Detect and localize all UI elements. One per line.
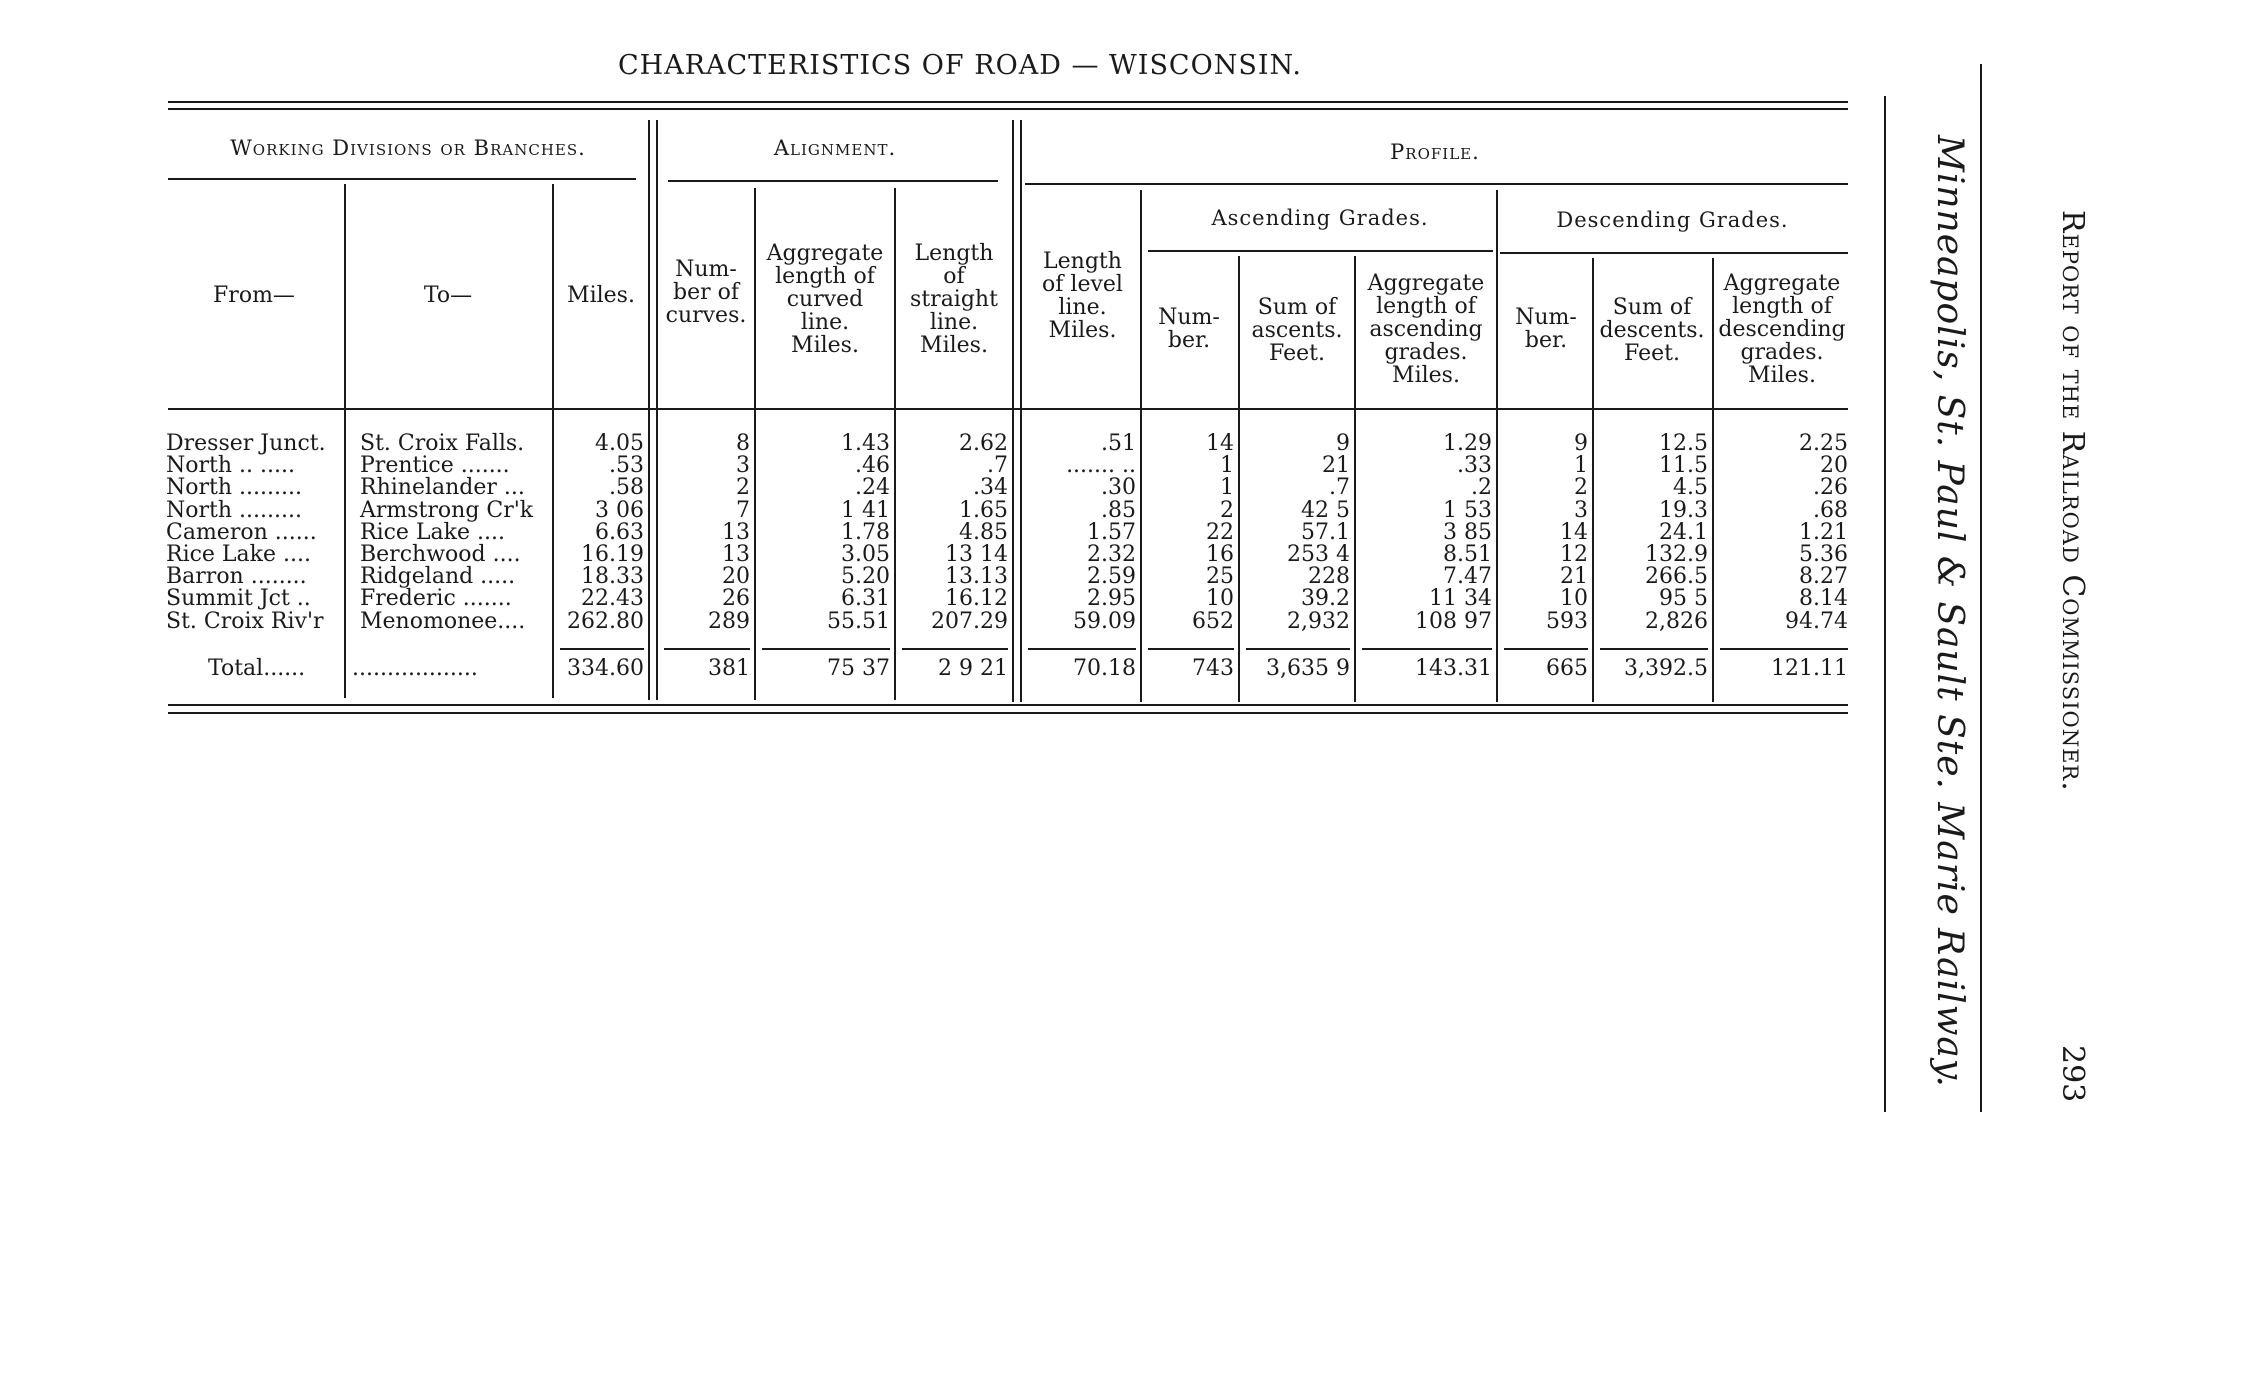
cell-to: Rhinelander ... bbox=[360, 475, 525, 501]
col-miles: Miles. bbox=[567, 283, 635, 308]
cell-asc-len: 7.47 bbox=[1443, 564, 1492, 590]
cell-asc-sum: .7 bbox=[1329, 475, 1350, 501]
column-separator bbox=[1712, 258, 1714, 702]
cell-desc-num: 593 bbox=[1546, 608, 1588, 634]
cell-from: Dresser Junct. bbox=[166, 431, 326, 456]
cell-from: Barron ........ bbox=[166, 564, 307, 590]
cell-to: St. Croix Falls. bbox=[360, 431, 525, 456]
cell-to: Menomonee.... bbox=[360, 608, 526, 634]
subgroup-underline bbox=[1500, 252, 1848, 254]
cell-miles: 3 06 bbox=[595, 497, 644, 523]
cell-curved: 3.05 bbox=[841, 542, 890, 567]
col-desc-sum: Sum of descents. Feet. bbox=[1599, 295, 1705, 366]
total-label: Total...... bbox=[208, 656, 306, 681]
cell-curves: 20 bbox=[722, 564, 750, 590]
cell-asc-sum: 228 bbox=[1308, 564, 1350, 590]
col-curved: Aggregate length of curved line. Miles. bbox=[766, 241, 884, 358]
group-alignment: Alignment. bbox=[773, 136, 897, 160]
cell-curved: 1.78 bbox=[841, 519, 890, 545]
cell-level: .85 bbox=[1101, 497, 1136, 523]
margin-rule bbox=[1980, 64, 1982, 1112]
header-rule bbox=[168, 408, 1848, 410]
cell-from: North ......... bbox=[166, 475, 302, 501]
cell-curves: 13 bbox=[722, 519, 750, 545]
total-asc-num: 743 bbox=[1192, 656, 1234, 681]
cell-curves: 26 bbox=[722, 586, 750, 612]
col-asc-sum: Sum of ascents. Feet. bbox=[1251, 295, 1343, 366]
column-separator bbox=[552, 184, 554, 698]
cell-curved: .24 bbox=[855, 475, 890, 501]
cell-miles: 18.33 bbox=[581, 564, 644, 590]
cell-desc-len: 8.27 bbox=[1799, 564, 1848, 590]
cell-to: Prentice ....... bbox=[360, 453, 510, 479]
cell-asc-len: 108 97 bbox=[1415, 608, 1492, 634]
cell-asc-sum: 57.1 bbox=[1301, 519, 1350, 545]
cell-asc-len: 1 53 bbox=[1443, 497, 1492, 523]
total-rule bbox=[1600, 648, 1708, 650]
col-to: To— bbox=[423, 283, 473, 308]
cell-level: ....... .. bbox=[1066, 453, 1136, 479]
total-to: .................. bbox=[352, 656, 478, 681]
cell-curved: 6.31 bbox=[841, 586, 890, 612]
total-straight: 2 9 21 bbox=[938, 656, 1008, 681]
cell-asc-num: 16 bbox=[1206, 542, 1234, 567]
page-number: 293 bbox=[2055, 1045, 2090, 1103]
cell-straight: 13.13 bbox=[945, 564, 1008, 590]
cell-asc-num: 2 bbox=[1220, 497, 1234, 523]
cell-asc-num: 10 bbox=[1206, 586, 1234, 612]
cell-asc-len: 8.51 bbox=[1443, 542, 1492, 567]
cell-level: 2.32 bbox=[1087, 542, 1136, 567]
cell-asc-sum: 42 5 bbox=[1301, 497, 1350, 523]
col-straight: Length of straight line. Miles. bbox=[910, 241, 998, 358]
total-rule bbox=[1504, 648, 1588, 650]
cell-curves: 2 bbox=[736, 475, 750, 501]
total-asc-len: 143.31 bbox=[1415, 656, 1492, 681]
cell-desc-len: 2.25 bbox=[1799, 431, 1848, 456]
cell-asc-sum: 2,932 bbox=[1287, 608, 1350, 634]
total-curves: 381 bbox=[708, 656, 750, 681]
cell-asc-sum: 21 bbox=[1322, 453, 1350, 479]
cell-desc-num: 3 bbox=[1574, 497, 1588, 523]
cell-asc-num: 652 bbox=[1192, 608, 1234, 634]
cell-level: 1.57 bbox=[1087, 519, 1136, 545]
cell-straight: .34 bbox=[973, 475, 1008, 501]
cell-curved: 1.43 bbox=[841, 431, 890, 456]
subgroup-underline bbox=[1148, 250, 1493, 252]
group-ascending: Ascending Grades. bbox=[1211, 206, 1429, 230]
margin-rule bbox=[1884, 96, 1886, 1112]
column-separator bbox=[1012, 120, 1014, 702]
cell-asc-len: 11 34 bbox=[1429, 586, 1492, 612]
cell-desc-sum: 132.9 bbox=[1645, 542, 1708, 567]
cell-straight: 4.85 bbox=[959, 519, 1008, 545]
report-title: Report of the Railroad Commissioner. bbox=[2055, 210, 2090, 792]
bottom-rule bbox=[168, 704, 1848, 706]
cell-desc-len: 94.74 bbox=[1785, 608, 1848, 634]
cell-desc-len: .68 bbox=[1813, 497, 1848, 523]
cell-to: Armstrong Cr'k bbox=[360, 497, 534, 523]
cell-asc-len: 3 85 bbox=[1443, 519, 1492, 545]
cell-level: 2.59 bbox=[1087, 564, 1136, 590]
total-rule bbox=[1028, 648, 1136, 650]
cell-curves: 3 bbox=[736, 453, 750, 479]
cell-desc-num: 12 bbox=[1560, 542, 1588, 567]
page-title: CHARACTERISTICS OF ROAD — WISCONSIN. bbox=[617, 50, 1302, 81]
cell-asc-len: 1.29 bbox=[1443, 431, 1492, 456]
cell-to: Rice Lake .... bbox=[360, 519, 505, 545]
total-rule bbox=[664, 648, 750, 650]
column-separator bbox=[1238, 256, 1240, 702]
total-asc-sum: 3,635 9 bbox=[1266, 656, 1350, 681]
cell-straight: 2.62 bbox=[959, 431, 1008, 456]
cell-desc-num: 14 bbox=[1560, 519, 1588, 545]
cell-miles: 6.63 bbox=[595, 519, 644, 545]
total-rule bbox=[1246, 648, 1350, 650]
top-rule bbox=[168, 108, 1848, 110]
total-desc-num: 665 bbox=[1546, 656, 1588, 681]
column-separator bbox=[648, 120, 650, 700]
cell-desc-len: 5.36 bbox=[1799, 542, 1848, 567]
cell-curves: 8 bbox=[736, 431, 750, 456]
cell-curved: .46 bbox=[855, 453, 890, 479]
column-separator bbox=[1354, 256, 1356, 702]
cell-miles: .53 bbox=[609, 453, 644, 479]
cell-asc-num: 1 bbox=[1220, 453, 1234, 479]
total-rule bbox=[1148, 648, 1234, 650]
cell-desc-len: .26 bbox=[1813, 475, 1848, 501]
group-divisions: Working Divisions or Branches. bbox=[230, 136, 586, 160]
cell-curves: 13 bbox=[722, 542, 750, 567]
cell-level: .30 bbox=[1101, 475, 1136, 501]
cell-asc-sum: 9 bbox=[1336, 431, 1350, 456]
cell-desc-sum: 19.3 bbox=[1659, 497, 1708, 523]
cell-curves: 7 bbox=[736, 497, 750, 523]
total-rule bbox=[762, 648, 890, 650]
total-rule bbox=[902, 648, 1008, 650]
cell-curved: 1 41 bbox=[841, 497, 890, 523]
col-asc-num: Num- ber. bbox=[1158, 305, 1220, 353]
cell-miles: 262.80 bbox=[567, 608, 644, 634]
cell-asc-sum: 253 4 bbox=[1287, 542, 1350, 567]
cell-asc-num: 22 bbox=[1206, 519, 1234, 545]
cell-asc-sum: 39.2 bbox=[1301, 586, 1350, 612]
cell-from: Cameron ...... bbox=[166, 519, 317, 545]
cell-straight: 13 14 bbox=[945, 542, 1008, 567]
cell-level: 2.95 bbox=[1087, 586, 1136, 612]
col-desc-len: Aggregate length of descending grades. Miles. bbox=[1718, 271, 1846, 388]
col-from: From— bbox=[213, 283, 295, 308]
cell-desc-num: 9 bbox=[1574, 431, 1588, 456]
total-desc-len: 121.11 bbox=[1771, 656, 1848, 681]
total-curved: 75 37 bbox=[827, 656, 890, 681]
cell-desc-len: 20 bbox=[1820, 453, 1848, 479]
cell-straight: 16.12 bbox=[945, 586, 1008, 612]
cell-desc-sum: 24.1 bbox=[1659, 519, 1708, 545]
column-separator bbox=[894, 188, 896, 700]
cell-desc-num: 10 bbox=[1560, 586, 1588, 612]
cell-curved: 55.51 bbox=[827, 608, 890, 634]
cell-desc-sum: 4.5 bbox=[1673, 475, 1708, 501]
cell-to: Frederic ....... bbox=[360, 586, 512, 612]
cell-from: Rice Lake .... bbox=[166, 542, 311, 567]
cell-from: St. Croix Riv'r bbox=[166, 608, 324, 634]
group-underline bbox=[668, 180, 998, 182]
column-separator bbox=[656, 120, 658, 700]
cell-level: .51 bbox=[1101, 431, 1136, 456]
total-rule bbox=[560, 648, 644, 650]
cell-curved: 5.20 bbox=[841, 564, 890, 590]
cell-asc-len: .33 bbox=[1457, 453, 1492, 479]
cell-desc-sum: 2,826 bbox=[1645, 608, 1708, 634]
col-asc-len: Aggregate length of ascending grades. Miles. bbox=[1367, 271, 1485, 388]
cell-asc-len: .2 bbox=[1471, 475, 1492, 501]
cell-level: 59.09 bbox=[1073, 608, 1136, 634]
cell-to: Berchwood .... bbox=[360, 542, 521, 567]
cell-from: North ......... bbox=[166, 497, 302, 523]
group-descending: Descending Grades. bbox=[1556, 208, 1789, 232]
cell-desc-len: 8.14 bbox=[1799, 586, 1848, 612]
col-level: Length of level line. Miles. bbox=[1042, 249, 1123, 343]
total-desc-sum: 3,392.5 bbox=[1624, 656, 1708, 681]
bottom-rule bbox=[168, 712, 1848, 714]
cell-curves: 289 bbox=[708, 608, 750, 634]
total-rule bbox=[1720, 648, 1848, 650]
cell-desc-sum: 11.5 bbox=[1659, 453, 1708, 479]
total-level: 70.18 bbox=[1073, 656, 1136, 681]
cell-asc-num: 14 bbox=[1206, 431, 1234, 456]
column-separator bbox=[1592, 258, 1594, 702]
cell-to: Ridgeland ..... bbox=[360, 564, 516, 590]
top-rule bbox=[168, 101, 1848, 103]
col-desc-num: Num- ber. bbox=[1515, 305, 1577, 353]
total-rule bbox=[1362, 648, 1492, 650]
cell-desc-sum: 12.5 bbox=[1659, 431, 1708, 456]
column-separator bbox=[1140, 190, 1142, 702]
column-separator bbox=[754, 188, 756, 700]
column-separator bbox=[1496, 190, 1498, 702]
cell-straight: 1.65 bbox=[959, 497, 1008, 523]
railway-title: Minneapolis, St. Paul & Sault Ste. Marie Railway. bbox=[1929, 135, 1970, 1088]
cell-desc-sum: 95 5 bbox=[1659, 586, 1708, 612]
total-miles: 334.60 bbox=[567, 656, 644, 681]
group-underline bbox=[168, 178, 636, 180]
cell-from: Summit Jct .. bbox=[166, 586, 311, 612]
cell-miles: .58 bbox=[609, 475, 644, 501]
group-profile: Profile. bbox=[1390, 140, 1480, 164]
col-curves: Num- ber of curves. bbox=[665, 257, 747, 328]
cell-straight: 207.29 bbox=[931, 608, 1008, 634]
cell-desc-num: 2 bbox=[1574, 475, 1588, 501]
cell-desc-num: 21 bbox=[1560, 564, 1588, 590]
cell-asc-num: 25 bbox=[1206, 564, 1234, 590]
cell-straight: .7 bbox=[987, 453, 1008, 479]
column-separator bbox=[344, 184, 346, 698]
cell-miles: 4.05 bbox=[595, 431, 644, 456]
group-underline bbox=[1025, 183, 1848, 185]
cell-desc-len: 1.21 bbox=[1799, 519, 1848, 545]
cell-miles: 22.43 bbox=[581, 586, 644, 612]
column-separator bbox=[1020, 120, 1022, 702]
cell-desc-sum: 266.5 bbox=[1645, 564, 1708, 590]
cell-miles: 16.19 bbox=[581, 542, 644, 567]
cell-asc-num: 1 bbox=[1220, 475, 1234, 501]
cell-desc-num: 1 bbox=[1574, 453, 1588, 479]
cell-from: North .. ..... bbox=[166, 453, 295, 479]
